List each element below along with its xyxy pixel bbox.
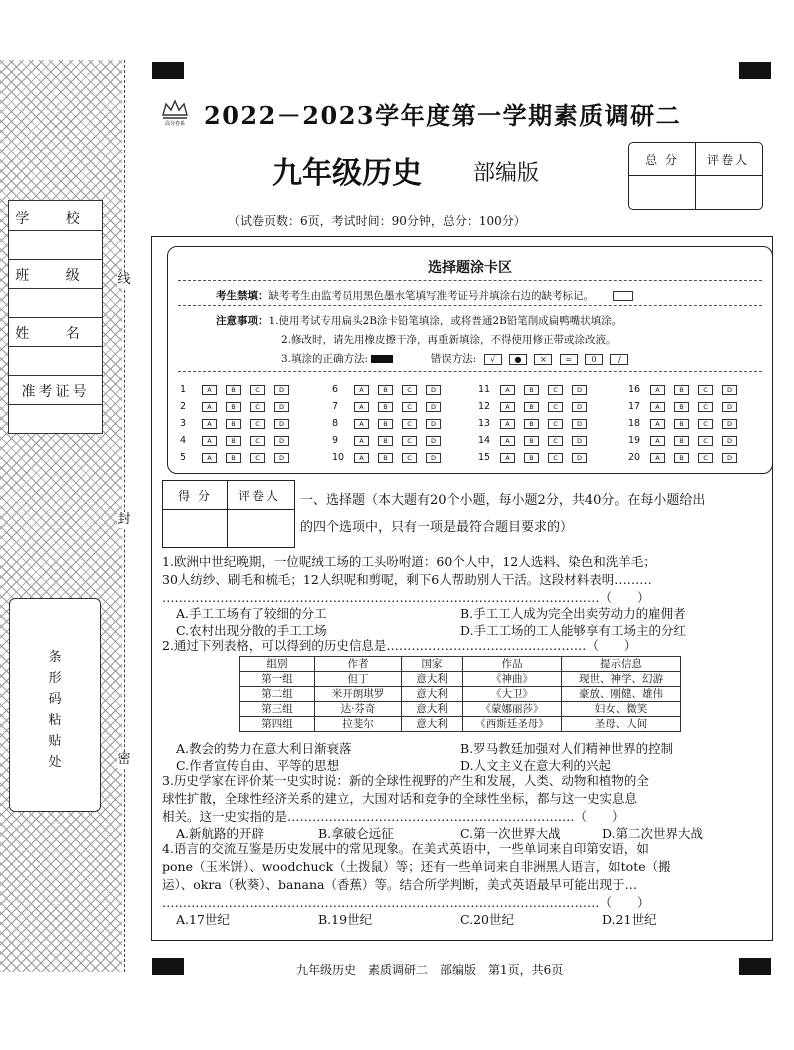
answer-row	[478, 432, 596, 449]
answer-bubble-c[interactable]: C	[402, 436, 417, 446]
answer-bubble-c[interactable]: C	[402, 419, 417, 429]
answer-bubble-d[interactable]: D	[274, 419, 289, 429]
answer-bubble-a[interactable]: A	[202, 419, 217, 429]
history-table	[239, 656, 681, 732]
crown-icon	[158, 98, 192, 126]
answer-bubble-d[interactable]: D	[572, 402, 587, 412]
answer-bubble-b[interactable]: B	[524, 402, 539, 412]
answer-bubble-b[interactable]: B	[378, 385, 393, 395]
answer-bubble-a[interactable]: A	[650, 402, 665, 412]
answer-bubble-b[interactable]: B	[226, 402, 241, 412]
cut-mark-mi: 密	[117, 752, 131, 767]
answer-bubble-d[interactable]: D	[572, 385, 587, 395]
answer-bubble-c[interactable]: C	[698, 419, 713, 429]
answer-column	[332, 381, 450, 466]
answer-bubble-c[interactable]: C	[250, 453, 265, 463]
registration-mark	[739, 62, 771, 79]
answer-bubble-b[interactable]: B	[524, 436, 539, 446]
answer-bubble-c[interactable]: C	[548, 436, 563, 446]
answer-bubble-c[interactable]: C	[548, 402, 563, 412]
question-number: 3	[180, 418, 187, 429]
absent-mark-box[interactable]	[613, 291, 633, 301]
binding-strip	[0, 60, 122, 972]
answer-bubble-a[interactable]: A	[500, 385, 515, 395]
answer-bubble-c[interactable]: C	[548, 385, 563, 395]
answer-row	[478, 449, 596, 466]
answer-bubble-d[interactable]: D	[274, 453, 289, 463]
question-number: 20	[628, 452, 641, 463]
answer-bubble-c[interactable]: C	[250, 402, 265, 412]
answer-bubble-b[interactable]: B	[674, 402, 689, 412]
answer-bubble-d[interactable]: D	[722, 385, 737, 395]
notes-line-3: 3.填涂的正确方法: 错误方法: √ ● × = 0 /	[281, 351, 628, 366]
answer-bubble-a[interactable]: A	[354, 402, 369, 412]
answer-bubble-a[interactable]: A	[354, 453, 369, 463]
answer-bubble-b[interactable]: B	[524, 453, 539, 463]
question-number: 13	[478, 418, 491, 429]
answer-bubble-a[interactable]: A	[354, 385, 369, 395]
svg-text:高分卷系: 高分卷系	[164, 121, 186, 126]
answer-bubble-b[interactable]: B	[674, 453, 689, 463]
exam-title: 2022－2023学年度第一学期素质调研二	[204, 101, 682, 130]
q3-option-d: D.第二次世界大战	[602, 826, 704, 841]
ban-notice: 考生禁填：缺考考生由监考员用黑色墨水笔填写准考证号并填涂右边的缺考标记。	[216, 288, 633, 303]
question-number: 5	[180, 452, 187, 463]
answer-row	[332, 432, 450, 449]
name-label: 姓 名	[15, 326, 96, 342]
q1-option-b: B.手工工人成为完全出卖劳动力的雇佣者	[460, 606, 686, 621]
question-2: 2.通过下列表格，可以得到的历史信息是…………………………………………（ ）	[162, 638, 637, 653]
answer-bubble-a[interactable]: A	[650, 419, 665, 429]
answer-row	[478, 398, 596, 415]
answer-column	[180, 381, 298, 466]
answer-bubble-b[interactable]: B	[226, 453, 241, 463]
answer-row	[180, 415, 298, 432]
cut-mark-xian: 线	[117, 272, 131, 287]
q4-option-d: D.21世纪	[602, 912, 657, 927]
question-number: 12	[478, 401, 491, 412]
answer-row	[628, 432, 746, 449]
class-field[interactable]	[9, 317, 102, 318]
table-row: 第一组 但丁 意大利 《神曲》 现世、神学、幻游	[240, 672, 681, 687]
answer-row	[332, 398, 450, 415]
answer-bubble-d[interactable]: D	[274, 385, 289, 395]
question-number: 6	[332, 384, 339, 395]
answer-bubble-d[interactable]: D	[426, 385, 441, 395]
question-number: 9	[332, 435, 339, 446]
q1-option-a: A.手工工场有了较细的分工	[176, 606, 327, 621]
q2-option-c: C.作者宣传自由、平等的思想	[176, 758, 340, 773]
answer-bubble-c[interactable]: C	[402, 402, 417, 412]
section-heading-cont: 的四个选项中，只有一项是最符合题目要求的）	[300, 520, 574, 535]
student-info-box	[8, 200, 103, 434]
question-number: 4	[180, 435, 187, 446]
q4-option-a: A.17世纪	[176, 912, 230, 927]
answer-bubble-a[interactable]: A	[650, 436, 665, 446]
question-1: 1.欧洲中世纪晚期，一位呢绒工场的工头吩咐道：60个人中，12人选料、染色和洗羊毛； 30人纺纱、刷毛和梳毛；12人织呢和剪呢，剩下6人帮助别人干活。这段材料表明……… ……………………………………………………………………………………………（ ）	[162, 554, 656, 605]
exam-number-field[interactable]	[9, 404, 102, 405]
registration-mark	[739, 958, 771, 975]
q2-option-d: D.人文主义在意大利的兴起	[460, 758, 612, 773]
notes-line-2: 2.修改时，请先用橡皮擦干净，再重新填涂，不得使用修正带或涂改液。	[281, 334, 617, 346]
q2-option-a: A.教会的势力在意大利日渐衰落	[176, 741, 352, 756]
section-heading: 一、选择题（本大题有20个小题，每小题2分，共40分。在每小题给出	[300, 493, 706, 508]
section-score-label: 得 分	[178, 489, 212, 503]
page-footer: 九年级历史 素质调研二 部编版 第1页，共6页	[296, 963, 564, 977]
answer-bubble-b[interactable]: B	[226, 419, 241, 429]
answer-bubble-b[interactable]: B	[378, 419, 393, 429]
answer-row	[478, 415, 596, 432]
answer-bubble-a[interactable]: A	[354, 436, 369, 446]
answer-row	[628, 398, 746, 415]
q3-option-c: C.第一次世界大战	[460, 826, 561, 841]
q3-option-a: A.新航路的开辟	[176, 826, 265, 841]
answer-row	[180, 449, 298, 466]
answer-bubble-a[interactable]: A	[650, 453, 665, 463]
exam-number-label: 准考证号	[21, 384, 90, 400]
question-number: 1	[180, 384, 187, 395]
q2-option-b: B.罗马教廷加强对人们精神世界的控制	[460, 741, 674, 756]
answer-bubble-b[interactable]: B	[674, 419, 689, 429]
answer-bubble-c[interactable]: C	[250, 385, 265, 395]
q4-option-c: C.20世纪	[460, 912, 514, 927]
answer-row	[332, 381, 450, 398]
answer-bubble-b[interactable]: B	[226, 436, 241, 446]
answer-bubble-b[interactable]: B	[378, 436, 393, 446]
barcode-paste-area	[9, 598, 101, 812]
answer-column	[628, 381, 746, 466]
question-number: 15	[478, 452, 491, 463]
answer-bubble-d[interactable]: D	[572, 453, 587, 463]
section-grader-label: 评卷人	[237, 489, 280, 503]
answer-bubble-d[interactable]: D	[722, 419, 737, 429]
answer-bubble-d[interactable]: D	[426, 453, 441, 463]
answer-row	[628, 415, 746, 432]
answer-row	[332, 415, 450, 432]
answer-bubble-a[interactable]: A	[650, 385, 665, 395]
question-number: 14	[478, 435, 491, 446]
answer-bubble-c[interactable]: C	[402, 385, 417, 395]
answer-bubble-c[interactable]: C	[402, 453, 417, 463]
answer-bubble-a[interactable]: A	[354, 419, 369, 429]
answer-row	[628, 381, 746, 398]
answer-bubble-c[interactable]: C	[698, 385, 713, 395]
answer-bubble-c[interactable]: C	[698, 436, 713, 446]
grader-label: 评卷人	[706, 153, 749, 167]
subject-title: 九年级历史	[272, 156, 422, 191]
answer-bubble-d[interactable]: D	[426, 402, 441, 412]
answer-bubble-b[interactable]: B	[524, 419, 539, 429]
answer-bubble-a[interactable]: A	[202, 453, 217, 463]
answer-bubble-c[interactable]: C	[250, 419, 265, 429]
question-number: 19	[628, 435, 641, 446]
q4-option-b: B.19世纪	[318, 912, 373, 927]
question-number: 11	[478, 384, 491, 395]
answer-row	[332, 449, 450, 466]
q3-option-b: B.拿破仑远征	[318, 826, 394, 841]
answer-bubble-b[interactable]: B	[226, 385, 241, 395]
answer-row	[628, 449, 746, 466]
answer-bubble-a[interactable]: A	[500, 436, 515, 446]
question-4: 4.语言的交流互鉴是历史发展中的常见现象。在美式英语中，一些单词来自印第安语，如 pone（玉米饼）、woodchuck（土拨鼠）等；还有一些单词来自非洲黑人语言，如tote（搬 运）、okra（秋葵）、banana（香蕉）等。结合所学判断，美式英语最早可能出现于… ……………………………………………………………………………………………（ ）	[162, 841, 671, 910]
answer-bubble-c[interactable]: C	[548, 419, 563, 429]
question-3: 3.历史学家在评价某一史实时说：新的全球性视野的产生和发展，人类、动物和植物的全 球性扩散，全球性经济关系的建立，大国对话和竞争的全球性坐标，都与这一史实息息 相关。这一史实指的是……………………………………………………………（ ）	[162, 773, 649, 824]
question-number: 18	[628, 418, 641, 429]
answer-bubble-d[interactable]: D	[722, 453, 737, 463]
section-score-box	[162, 480, 295, 548]
answer-bubble-b[interactable]: B	[674, 385, 689, 395]
answer-bubble-b[interactable]: B	[378, 402, 393, 412]
question-number: 2	[180, 401, 187, 412]
answer-row	[478, 381, 596, 398]
table-row: 第二组 米开朗琪罗 意大利 《大卫》 豪放、刚健、雄伟	[240, 687, 681, 702]
name-field[interactable]	[9, 375, 102, 376]
barcode-label: 条 形 码 粘 贴 处	[48, 650, 62, 770]
answer-sheet-title: 选择题涂卡区	[428, 260, 512, 276]
answer-bubble-a[interactable]: A	[202, 385, 217, 395]
answer-bubble-c[interactable]: C	[548, 453, 563, 463]
answer-bubble-d[interactable]: D	[274, 436, 289, 446]
answer-bubble-a[interactable]: A	[500, 453, 515, 463]
question-number: 10	[332, 452, 345, 463]
table-row: 第三组 达·芬奇 意大利 《蒙娜丽莎》 妇女、微笑	[240, 702, 681, 717]
answer-bubble-b[interactable]: B	[524, 385, 539, 395]
answer-bubble-a[interactable]: A	[202, 436, 217, 446]
answer-bubble-a[interactable]: A	[202, 402, 217, 412]
school-field[interactable]	[9, 259, 102, 260]
total-score-box	[628, 142, 763, 210]
answer-column	[478, 381, 596, 466]
edition-label: 部编版	[473, 161, 540, 186]
table-row: 第四组 拉斐尔 意大利 《西斯廷圣母》 圣母、人间	[240, 717, 681, 732]
registration-mark	[152, 958, 184, 975]
answer-row	[180, 381, 298, 398]
answer-bubble-d[interactable]: D	[572, 436, 587, 446]
question-number: 7	[332, 401, 339, 412]
answer-bubble-c[interactable]: C	[698, 402, 713, 412]
table-header-row: 组别 作者 国家 作品 提示信息	[240, 657, 681, 672]
answer-bubble-d[interactable]: D	[426, 436, 441, 446]
question-number: 8	[332, 418, 339, 429]
question-number: 17	[628, 401, 641, 412]
answer-bubble-d[interactable]: D	[274, 402, 289, 412]
answer-bubble-d[interactable]: D	[722, 402, 737, 412]
answer-row	[180, 432, 298, 449]
q1-option-c: C.农村出现分散的手工工场	[176, 623, 327, 638]
answer-bubble-d[interactable]: D	[722, 436, 737, 446]
answer-bubble-b[interactable]: B	[378, 453, 393, 463]
crown-logo	[158, 98, 192, 126]
total-score-label: 总 分	[645, 153, 679, 167]
registration-mark	[152, 62, 184, 79]
school-label: 学 校	[15, 211, 96, 227]
correct-fill-sample	[371, 355, 393, 363]
answer-bubble-d[interactable]: D	[426, 419, 441, 429]
answer-bubble-b[interactable]: B	[674, 436, 689, 446]
exam-meta: （试卷页数：6页，考试时间：90分钟，总分：100分）	[228, 214, 526, 228]
answer-row	[180, 398, 298, 415]
question-number: 16	[628, 384, 641, 395]
answer-bubble-c[interactable]: C	[250, 436, 265, 446]
answer-bubble-c[interactable]: C	[698, 453, 713, 463]
cut-mark-feng: 封	[117, 512, 131, 527]
answer-bubble-a[interactable]: A	[500, 402, 515, 412]
q1-option-d: D.手工工场的工人能够享有工场主的分红	[460, 623, 687, 638]
answer-sheet	[167, 246, 773, 474]
answer-bubble-a[interactable]: A	[500, 419, 515, 429]
answer-bubble-d[interactable]: D	[572, 419, 587, 429]
class-label: 班 级	[15, 268, 96, 284]
notes-line-1: 注意事项：1.使用考试专用扁头2B涂卡铅笔填涂，或将普通2B铅笔削成扁鸭嘴状填涂。	[216, 315, 623, 327]
